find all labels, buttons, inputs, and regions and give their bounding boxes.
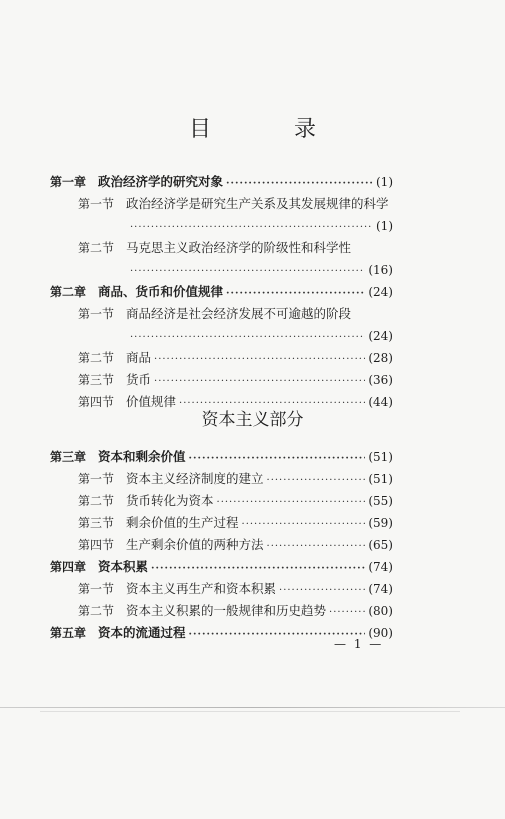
toc-entry-label: 第二节 [78, 604, 115, 618]
toc-section-entry[interactable] [50, 512, 393, 534]
toc-entry-label: 第四章 [50, 560, 87, 574]
toc-entry-page: (59) [368, 516, 393, 530]
toc-entry-page: (55) [368, 494, 393, 508]
toc-section-entry[interactable] [50, 303, 393, 325]
dot-leader [329, 602, 365, 624]
toc-entry-label: 第二章 [50, 285, 87, 299]
page-title: 目 录 [189, 117, 354, 142]
dot-leader [154, 371, 365, 393]
dot-leader [226, 283, 365, 305]
toc-entry-title: 商品经济是社会经济发展不可逾越的阶段 [126, 306, 352, 321]
toc-entry-label: 第二节 [78, 241, 115, 255]
toc-entry-page: (90) [368, 626, 393, 640]
toc-entry-continuation [50, 259, 393, 281]
toc-chapter-entry[interactable] [50, 556, 393, 578]
toc-entry-label: 第一节 [78, 307, 115, 321]
dot-leader [130, 327, 365, 349]
page-edge-line [0, 707, 505, 708]
toc-entry-label: 第三节 [78, 373, 115, 387]
toc-entry-title: 政治经济学的研究对象 [98, 174, 224, 189]
toc-entry-page: (65) [368, 538, 393, 552]
toc-entry-title: 生产剩余价值的两种方法 [126, 537, 264, 552]
toc-entry-page: (74) [368, 560, 393, 574]
toc-entry-label: 第一节 [78, 582, 115, 596]
toc-entry-page: (44) [368, 395, 393, 409]
toc-part-two [50, 446, 393, 644]
toc-entry-label: 第二节 [78, 351, 115, 365]
toc-entry-title: 资本主义再生产和资本积累 [126, 581, 277, 596]
toc-entry-label: 第三节 [78, 516, 115, 530]
dot-leader [242, 514, 366, 536]
toc-section-entry[interactable] [50, 578, 393, 600]
page-edge-shadow [40, 711, 460, 712]
toc-entry-title: 马克思主义政治经济学的阶级性和科学性 [126, 240, 352, 255]
toc-entry-page: (28) [368, 351, 393, 365]
toc-entry-title: 资本主义积累的一般规律和历史趋势 [126, 603, 327, 618]
toc-entry-page: (16) [368, 263, 393, 277]
dot-leader [267, 536, 366, 558]
toc-section-entry[interactable] [50, 369, 393, 391]
toc-entry-page: (74) [368, 582, 393, 596]
toc-entry-label: 第三章 [50, 450, 87, 464]
dot-leader [130, 217, 373, 239]
page-number: — 1 — [334, 637, 384, 651]
dot-leader [189, 448, 366, 470]
toc-entry-title: 剩余价值的生产过程 [126, 515, 239, 530]
dot-leader [279, 580, 365, 602]
dot-leader [130, 261, 365, 283]
toc-entry-label: 第二节 [78, 494, 115, 508]
toc-entry-label: 第一章 [50, 175, 87, 189]
toc-chapter-entry[interactable] [50, 281, 393, 303]
toc-entry-title: 资本主义经济制度的建立 [126, 471, 264, 486]
toc-section-entry[interactable] [50, 490, 393, 512]
toc-entry-label: 第一节 [78, 197, 115, 211]
part-heading: 资本主义部分 [201, 410, 304, 430]
toc-entry-label: 第五章 [50, 626, 87, 640]
toc-entry-continuation [50, 215, 393, 237]
toc-section-entry[interactable] [50, 237, 393, 259]
toc-entry-page: (51) [368, 472, 393, 486]
toc-entry-title: 价值规律 [126, 394, 177, 409]
toc-section-entry[interactable] [50, 193, 393, 215]
toc-entry-title: 商品、货币和价值规律 [98, 284, 224, 299]
toc-chapter-entry[interactable] [50, 171, 393, 193]
toc-entry-page: (1) [376, 175, 393, 189]
toc-entry-label: 第四节 [78, 395, 115, 409]
dot-leader [154, 349, 365, 371]
dot-leader [151, 558, 365, 580]
toc-entry-page: (1) [376, 219, 393, 233]
toc-entry-title: 商品 [126, 350, 152, 365]
toc-entry-title: 货币 [126, 372, 152, 387]
toc-entry-page: (80) [368, 604, 393, 618]
toc-entry-title: 货币转化为资本 [126, 493, 214, 508]
toc-entry-continuation [50, 325, 393, 347]
toc-entry-title: 资本和剩余价值 [98, 449, 186, 464]
toc-chapter-entry[interactable] [50, 446, 393, 468]
toc-entry-title: 资本的流通过程 [98, 625, 186, 640]
dot-leader [217, 492, 366, 514]
toc-entry-page: (24) [368, 329, 393, 343]
toc-entry-page: (51) [368, 450, 393, 464]
toc-part-one [50, 171, 393, 413]
toc-section-entry[interactable] [50, 347, 393, 369]
toc-section-entry[interactable] [50, 468, 393, 490]
toc-entry-title: 资本积累 [98, 559, 149, 574]
toc-entry-page: (24) [368, 285, 393, 299]
toc-entry-page: (36) [368, 373, 393, 387]
toc-entry-label: 第一节 [78, 472, 115, 486]
toc-entry-label: 第四节 [78, 538, 115, 552]
toc-entry-title: 政治经济学是研究生产关系及其发展规律的科学 [126, 196, 389, 211]
dot-leader [226, 173, 373, 195]
dot-leader [267, 470, 366, 492]
toc-section-entry[interactable] [50, 600, 393, 622]
toc-section-entry[interactable] [50, 534, 393, 556]
